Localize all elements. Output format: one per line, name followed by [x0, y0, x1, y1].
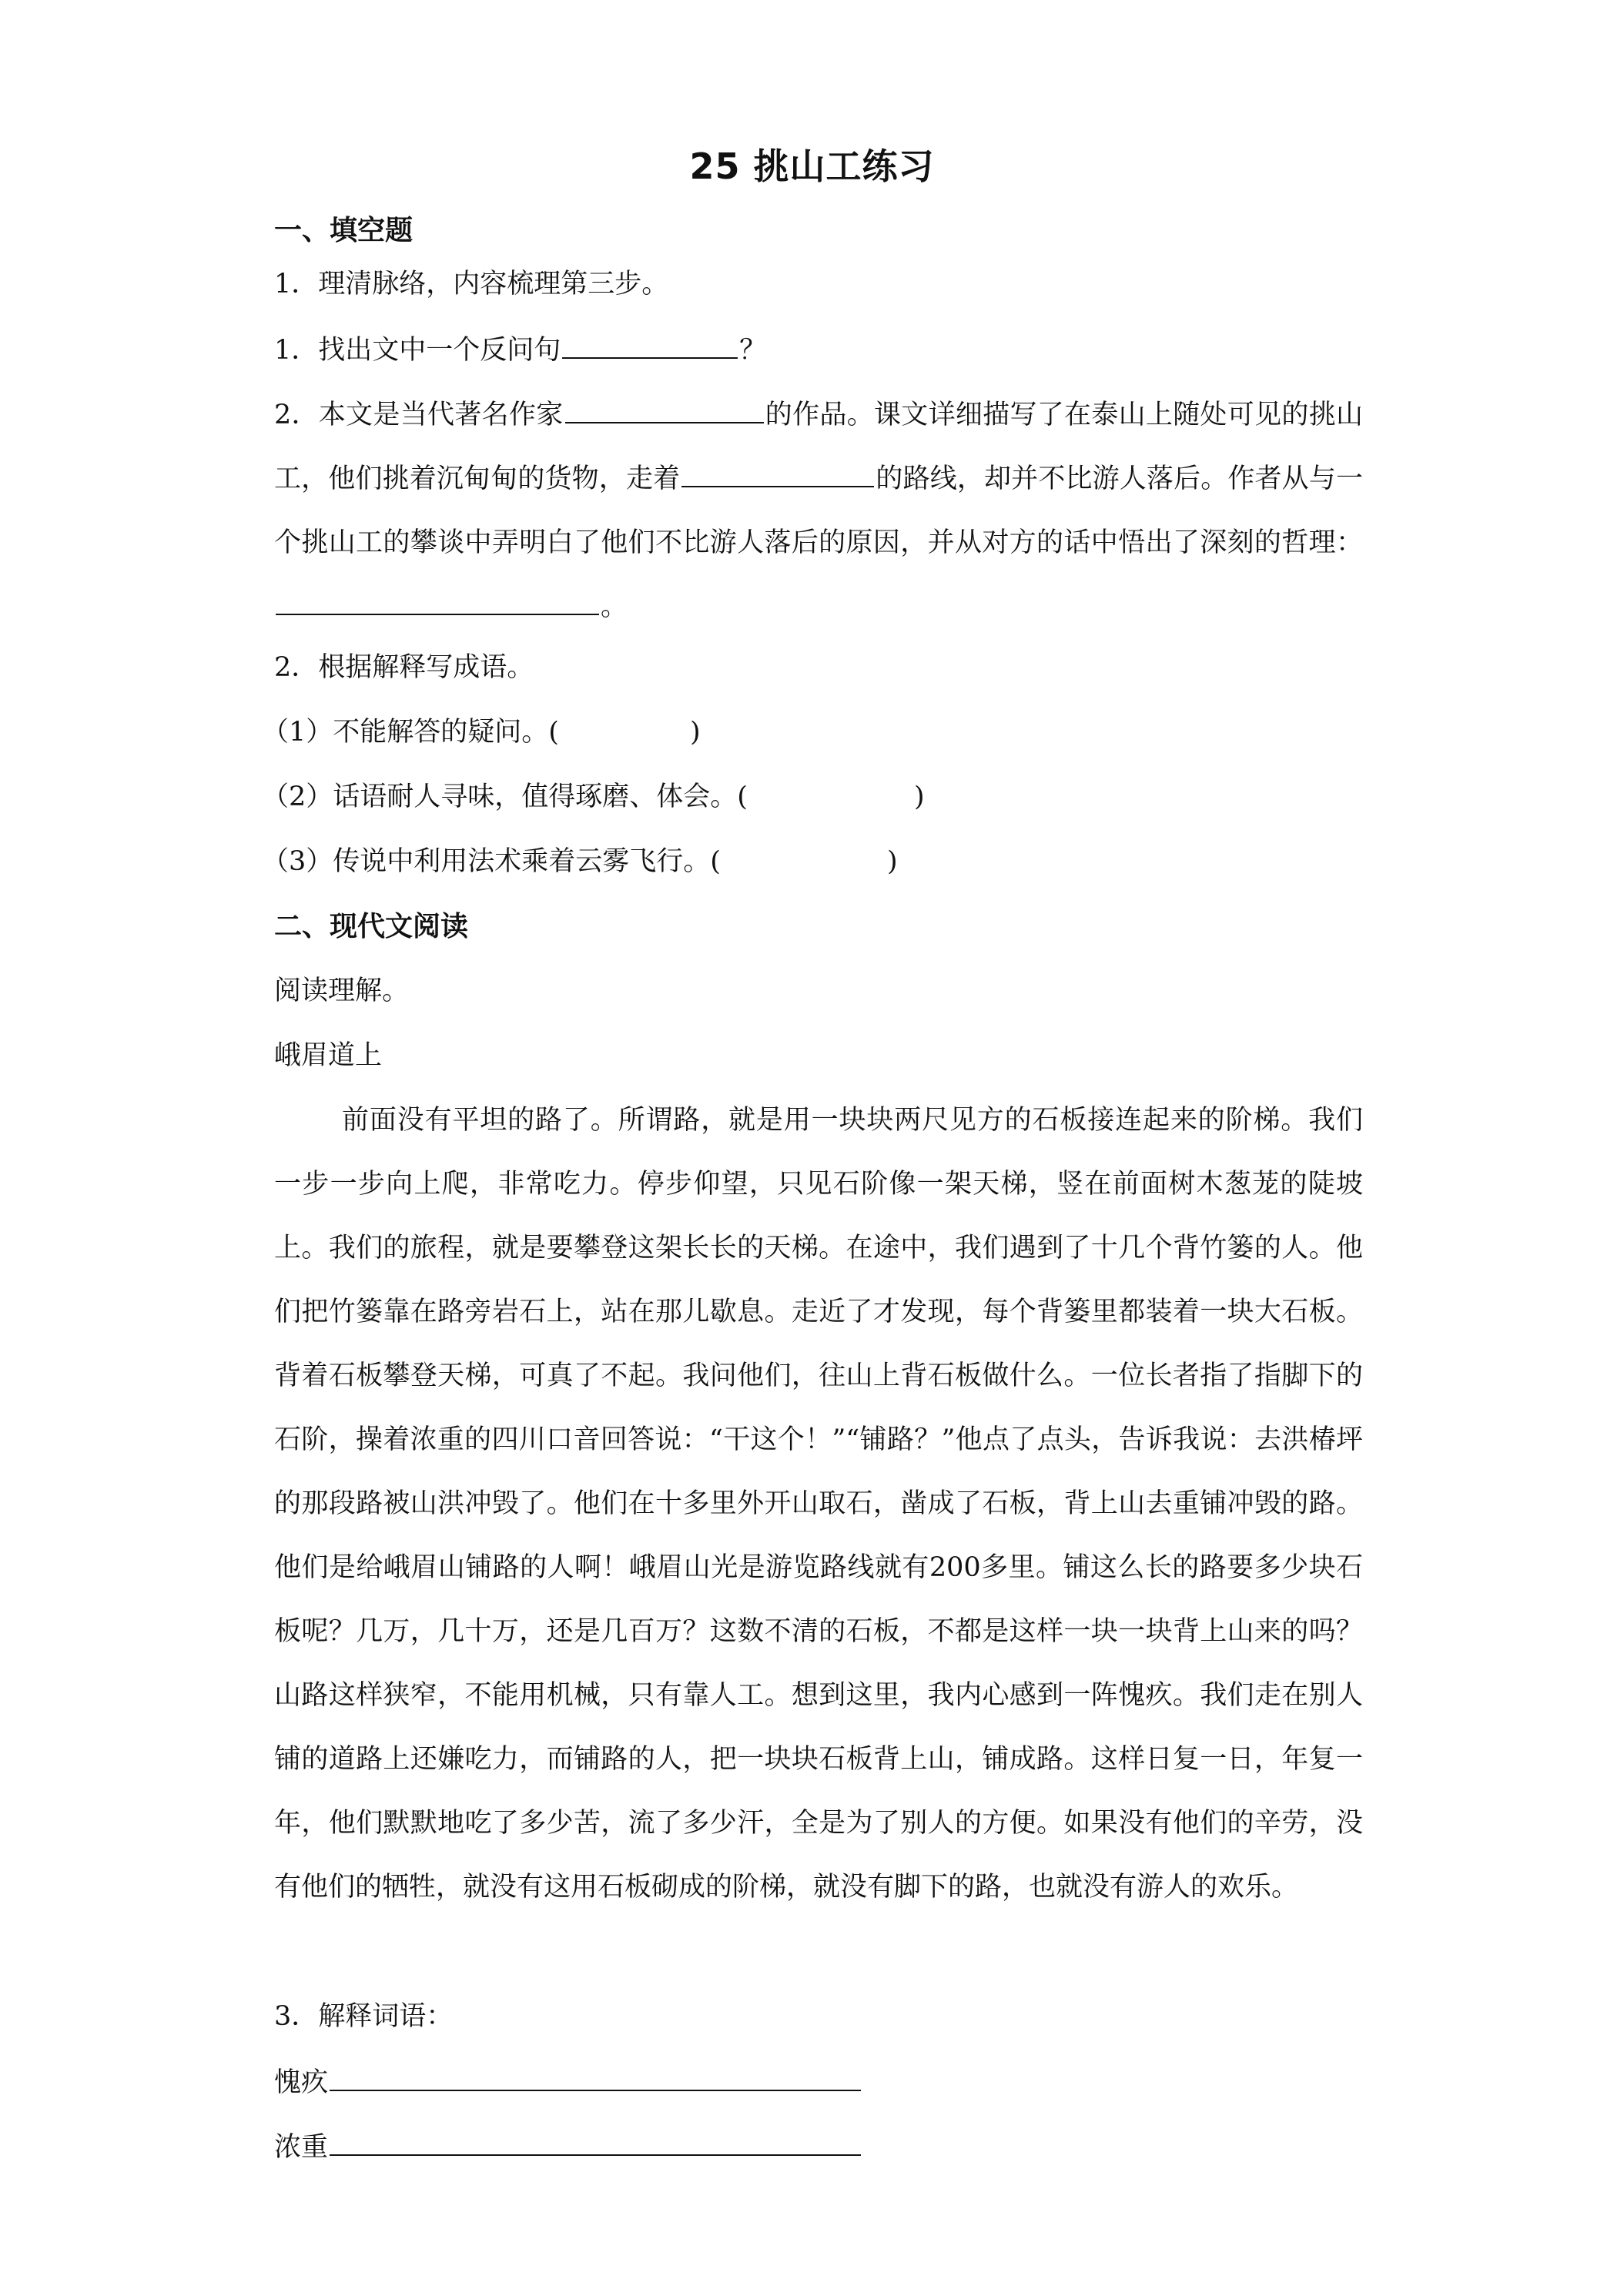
q1-sub: 1．找出文中一个反问句 ？	[274, 335, 767, 366]
reading-intro: 阅读理解。	[274, 976, 410, 1006]
idiom-item: （1）不能解答的疑问。( )	[262, 717, 701, 748]
q3-prompt: 3．解释词语：	[274, 2001, 454, 2032]
word-answer-blank[interactable]	[330, 2067, 861, 2091]
page-title: 25 挑山工练习	[689, 146, 935, 187]
idiom-item: （2）话语耐人寻味，值得琢磨、体会。( )	[262, 782, 925, 812]
answer-blank-route[interactable]	[681, 463, 874, 487]
q2-paragraph: 2．本文是当代著名作家 的作品。课文详细描写了在泰山上随处可见的挑山工，他们挑着沉甸甸的货物，走着 的路线，却并不比游人落后。作者从与一个挑山工的攀谈中弄明白了他们不比游人落后的原因，并从对方的话中悟出了深刻的哲理：。	[274, 400, 1363, 622]
answer-blank[interactable]	[562, 334, 738, 359]
idiom-item: （3）传说中利用法术乘着云雾飞行。( )	[262, 846, 898, 877]
passage-body: 前面没有平坦的路了。所谓路，就是用一块块两尺见方的石板接连起来的阶梯。我们一步一步向上爬，非常吃力。停步仰望，只见石阶像一架天梯，竖在前面树木葱茏的陡坡上。我们的旅程，就是要攀登这架长长的天梯。在途中，我们遇到了十几个背竹篓的人。他们把竹篓靠在路旁岩石上，站在那儿歇息。走近了才发现，每个背篓里都装着一块大石板。背着石板攀登天梯，可真了不起。我问他们，往山上背石板做什么。一位长者指了指脚下的石阶，操着浓重的四川口音回答说：“干这个！”“铺路？”他点了点头，告诉我说：去洪椿坪的那段路被山洪冲毁了。他们在十多里外开山取石，凿成了石板，背上山去重铺冲毁的路。他们是给峨眉山铺路的人啊！峨眉山光是游览路线就有200多里。铺这么长的路要多少块石板呢？几万，几十万，还是几百万？这数不清的石板，不都是这样一块一块背上山来的吗？山路这样狭窄，不能用机械，只有靠人工。想到这里，我内心感到一阵愧疚。我们走在别人铺的道路上还嫌吃力，而铺路的人，把一块块石板背上山，铺成路。这样日复一日，年复一年，他们默默地吃了多少苦，流了多少汗，全是为了别人的方便。如果没有他们的辛劳，没有他们的牺牲，就没有这用石板砌成的阶梯，就没有脚下的路，也就没有游人的欢乐。	[274, 1105, 1363, 1903]
q1-intro: 1．理清脉络，内容梳理第三步。	[274, 269, 669, 300]
q3-intro: 2．根据解释写成语。	[274, 652, 534, 683]
section1-heading: 一、填空题	[274, 215, 414, 246]
answer-blank-author[interactable]	[565, 399, 764, 423]
word-item: 愧疚	[274, 2067, 1368, 2098]
word-answer-blank[interactable]	[330, 2131, 861, 2156]
passage-title: 峨眉道上	[274, 1040, 383, 1071]
answer-blank-philosophy[interactable]	[276, 591, 599, 615]
word-item: 浓重	[274, 2131, 1368, 2163]
section2-heading: 二、现代文阅读	[274, 911, 469, 942]
